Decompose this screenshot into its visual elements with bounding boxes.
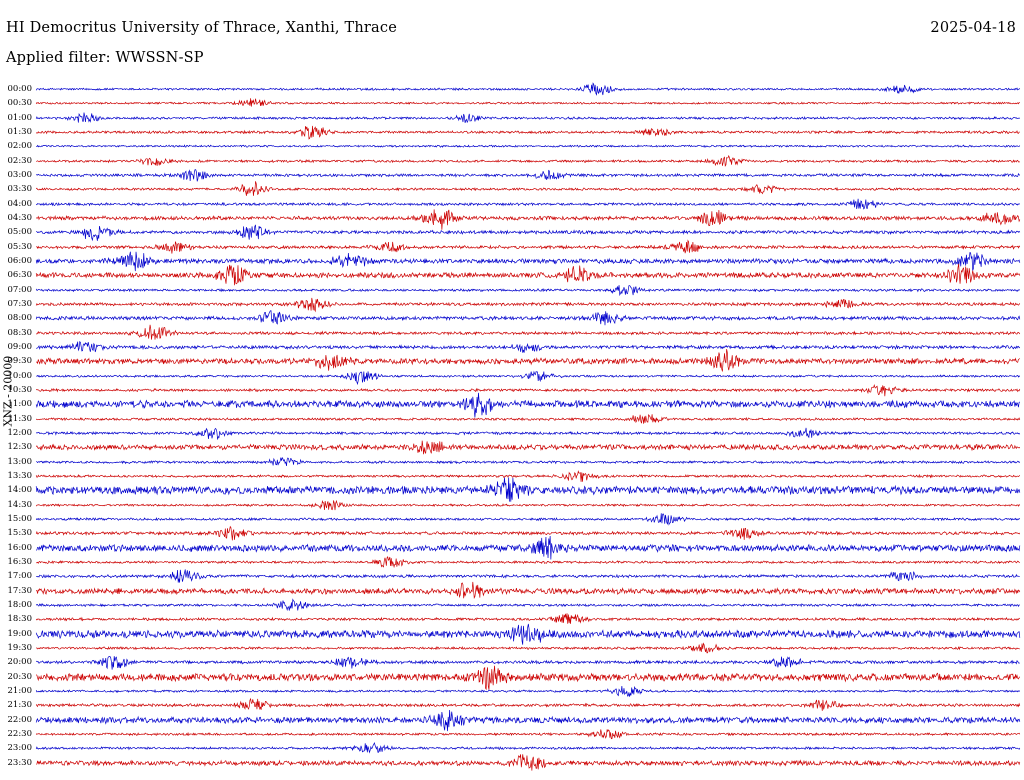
trace-line bbox=[36, 598, 1020, 612]
time-tick-label: 21:00 bbox=[7, 685, 32, 696]
time-tick-label: 00:00 bbox=[7, 83, 32, 94]
trace-row bbox=[7, 569, 1020, 583]
time-tick-label: 07:00 bbox=[7, 284, 32, 295]
time-tick-label: 19:00 bbox=[7, 628, 32, 639]
trace-line bbox=[36, 283, 1020, 297]
trace-row bbox=[7, 82, 1020, 96]
time-tick-label: 14:30 bbox=[7, 499, 32, 510]
trace-line bbox=[36, 555, 1020, 569]
trace-row bbox=[7, 498, 1020, 512]
trace-row bbox=[7, 713, 1020, 727]
time-tick-label: 06:00 bbox=[7, 255, 32, 266]
trace-line bbox=[36, 240, 1020, 254]
time-tick-label: 21:30 bbox=[7, 700, 32, 711]
time-tick-label: 18:30 bbox=[7, 614, 32, 625]
time-tick-label: 01:00 bbox=[7, 112, 32, 123]
trace-row bbox=[7, 655, 1020, 669]
trace-line bbox=[36, 455, 1020, 469]
trace-row bbox=[7, 254, 1020, 268]
trace-row bbox=[7, 369, 1020, 383]
time-tick-label: 11:00 bbox=[7, 399, 32, 410]
trace-line bbox=[36, 211, 1020, 225]
trace-row bbox=[7, 168, 1020, 182]
trace-line bbox=[36, 111, 1020, 125]
time-tick-label: 05:30 bbox=[7, 241, 32, 252]
trace-row bbox=[7, 641, 1020, 655]
trace-line bbox=[36, 412, 1020, 426]
trace-line bbox=[36, 713, 1020, 727]
trace-row bbox=[7, 684, 1020, 698]
trace-row bbox=[7, 455, 1020, 469]
trace-line bbox=[36, 268, 1020, 282]
trace-row bbox=[7, 727, 1020, 741]
trace-line bbox=[36, 354, 1020, 368]
trace-line bbox=[36, 541, 1020, 555]
trace-row bbox=[7, 297, 1020, 311]
trace-row bbox=[7, 311, 1020, 325]
trace-row bbox=[7, 426, 1020, 440]
trace-row bbox=[7, 340, 1020, 354]
time-tick-label: 09:30 bbox=[7, 356, 32, 367]
trace-row bbox=[7, 483, 1020, 497]
time-tick-label: 13:00 bbox=[7, 456, 32, 467]
trace-row bbox=[7, 283, 1020, 297]
applied-filter-label: Applied filter: WWSSN-SP bbox=[6, 50, 204, 66]
trace-line bbox=[36, 469, 1020, 483]
trace-row bbox=[7, 268, 1020, 282]
trace-line bbox=[36, 670, 1020, 684]
time-tick-label: 07:30 bbox=[7, 298, 32, 309]
trace-line bbox=[36, 82, 1020, 96]
trace-line bbox=[36, 168, 1020, 182]
time-tick-label: 14:00 bbox=[7, 485, 32, 496]
trace-line bbox=[36, 756, 1020, 770]
time-tick-label: 03:30 bbox=[7, 184, 32, 195]
y-axis-label: XNZ - 20000 bbox=[1, 355, 15, 427]
trace-row bbox=[7, 125, 1020, 139]
trace-line bbox=[36, 369, 1020, 383]
time-tick-label: 23:30 bbox=[7, 757, 32, 768]
trace-row bbox=[7, 469, 1020, 483]
trace-line bbox=[36, 655, 1020, 669]
time-tick-label: 16:30 bbox=[7, 556, 32, 567]
time-tick-label: 19:30 bbox=[7, 642, 32, 653]
trace-line bbox=[36, 584, 1020, 598]
time-tick-label: 04:30 bbox=[7, 212, 32, 223]
trace-line bbox=[36, 139, 1020, 153]
trace-row bbox=[7, 741, 1020, 755]
trace-line bbox=[36, 498, 1020, 512]
trace-line bbox=[36, 512, 1020, 526]
trace-row bbox=[7, 240, 1020, 254]
time-tick-label: 20:00 bbox=[7, 657, 32, 668]
trace-line bbox=[36, 741, 1020, 755]
trace-row bbox=[7, 627, 1020, 641]
trace-line bbox=[36, 426, 1020, 440]
trace-line bbox=[36, 641, 1020, 655]
trace-row bbox=[7, 182, 1020, 196]
trace-row bbox=[7, 584, 1020, 598]
trace-row bbox=[7, 139, 1020, 153]
time-tick-label: 01:30 bbox=[7, 126, 32, 137]
trace-row bbox=[7, 698, 1020, 712]
time-tick-label: 08:30 bbox=[7, 327, 32, 338]
time-tick-label: 18:00 bbox=[7, 599, 32, 610]
time-tick-label: 13:30 bbox=[7, 470, 32, 481]
time-tick-label: 20:30 bbox=[7, 671, 32, 682]
record-date: 2025-04-18 bbox=[930, 20, 1016, 36]
trace-row bbox=[7, 756, 1020, 770]
trace-line bbox=[36, 397, 1020, 411]
time-tick-label: 06:30 bbox=[7, 270, 32, 281]
time-tick-label: 02:00 bbox=[7, 141, 32, 152]
trace-row bbox=[7, 383, 1020, 397]
trace-row bbox=[7, 440, 1020, 454]
time-tick-label: 22:00 bbox=[7, 714, 32, 725]
trace-row bbox=[7, 670, 1020, 684]
trace-line bbox=[36, 340, 1020, 354]
time-tick-label: 00:30 bbox=[7, 98, 32, 109]
time-tick-label: 17:30 bbox=[7, 585, 32, 596]
trace-row bbox=[7, 412, 1020, 426]
trace-line bbox=[36, 125, 1020, 139]
trace-line bbox=[36, 440, 1020, 454]
page-title: HI Democritus University of Thrace, Xanthi, Thrace bbox=[6, 20, 398, 36]
trace-row bbox=[7, 326, 1020, 340]
trace-line bbox=[36, 569, 1020, 583]
trace-line bbox=[36, 197, 1020, 211]
trace-row bbox=[7, 211, 1020, 225]
trace-line bbox=[36, 383, 1020, 397]
trace-row bbox=[7, 555, 1020, 569]
trace-row bbox=[7, 111, 1020, 125]
trace-line bbox=[36, 684, 1020, 698]
trace-row bbox=[7, 397, 1020, 411]
time-tick-label: 09:00 bbox=[7, 341, 32, 352]
trace-line bbox=[36, 483, 1020, 497]
trace-row bbox=[7, 512, 1020, 526]
trace-row bbox=[7, 96, 1020, 110]
time-tick-label: 11:30 bbox=[7, 413, 32, 424]
trace-row bbox=[7, 197, 1020, 211]
time-tick-label: 05:00 bbox=[7, 227, 32, 238]
trace-line bbox=[36, 698, 1020, 712]
time-tick-label: 12:30 bbox=[7, 442, 32, 453]
trace-line bbox=[36, 727, 1020, 741]
trace-line bbox=[36, 627, 1020, 641]
trace-line bbox=[36, 254, 1020, 268]
time-tick-label: 08:00 bbox=[7, 313, 32, 324]
trace-line bbox=[36, 96, 1020, 110]
time-tick-label: 12:00 bbox=[7, 427, 32, 438]
trace-line bbox=[36, 182, 1020, 196]
trace-line bbox=[36, 311, 1020, 325]
time-tick-label: 16:00 bbox=[7, 542, 32, 553]
time-tick-label: 15:30 bbox=[7, 528, 32, 539]
trace-row bbox=[7, 225, 1020, 239]
time-tick-label: 23:00 bbox=[7, 743, 32, 754]
trace-row bbox=[7, 526, 1020, 540]
time-tick-label: 22:30 bbox=[7, 728, 32, 739]
time-tick-label: 15:00 bbox=[7, 513, 32, 524]
trace-row bbox=[7, 541, 1020, 555]
trace-row bbox=[7, 154, 1020, 168]
trace-line bbox=[36, 326, 1020, 340]
trace-line bbox=[36, 225, 1020, 239]
trace-row bbox=[7, 354, 1020, 368]
time-tick-label: 17:00 bbox=[7, 571, 32, 582]
time-tick-label: 04:00 bbox=[7, 198, 32, 209]
time-tick-label: 10:30 bbox=[7, 384, 32, 395]
trace-row bbox=[7, 598, 1020, 612]
trace-line bbox=[36, 297, 1020, 311]
trace-line bbox=[36, 154, 1020, 168]
time-tick-label: 03:00 bbox=[7, 169, 32, 180]
time-tick-label: 10:00 bbox=[7, 370, 32, 381]
time-tick-label: 02:30 bbox=[7, 155, 32, 166]
trace-line bbox=[36, 526, 1020, 540]
